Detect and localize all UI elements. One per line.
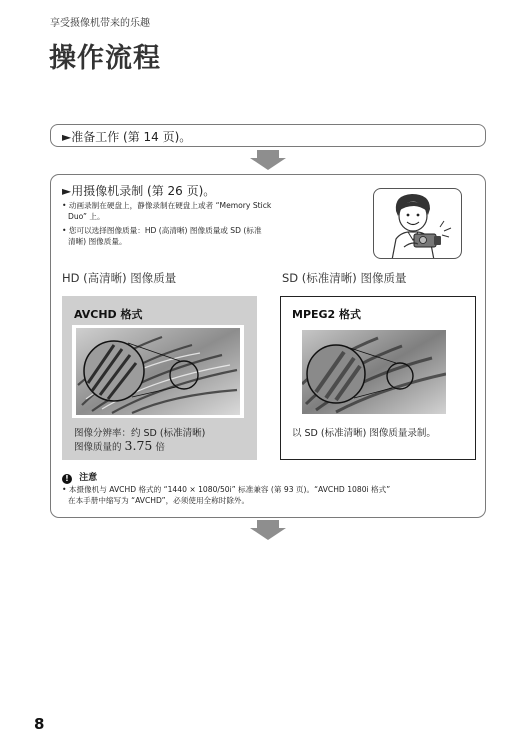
hd-desc-line2 xyxy=(74,440,205,454)
page-number: 8 xyxy=(34,715,45,733)
hd-sample-photo xyxy=(72,325,244,418)
page-title: 操作流程 xyxy=(49,43,161,74)
down-arrow-icon xyxy=(250,528,286,540)
hd-desc-suffix: 倍 xyxy=(152,442,165,453)
note-line: • 本摄像机与 AVCHD 格式的 “1440 × 1080/50i” 标准兼容 (第 93 页)。“AVCHD 1080i 格式” xyxy=(62,485,391,494)
sd-panel-title: MPEG2 格式 xyxy=(292,308,362,321)
step2-bullet-1 xyxy=(62,200,271,222)
sd-quality-heading: SD (标准清晰) 图像质量 xyxy=(282,271,407,285)
person-with-camcorder-icon xyxy=(374,189,462,259)
bullet-line: • 您可以选择图像质量：HD (高清晰) 图像质量或 SD (标准 xyxy=(62,226,262,235)
step2-title: ►用摄像机录制 (第 26 页)。 xyxy=(62,184,216,198)
note-line: 在本手册中缩写为 “AVCHD”，必须使用全称时除外。 xyxy=(68,496,250,505)
bullet-line: Duo” 上。 xyxy=(68,212,105,221)
bullet-line: 清晰) 图像质量。 xyxy=(68,237,127,246)
note-heading xyxy=(62,470,97,484)
hd-desc-multiplier: 3.75 xyxy=(124,438,153,453)
camcorder-user-illustration xyxy=(373,188,462,259)
step1-text: ►准备工作 (第 14 页)。 xyxy=(62,130,192,144)
sd-panel-description: 以 SD (标准清晰) 图像质量录制。 xyxy=(292,428,436,439)
note-icon: ! xyxy=(62,474,72,484)
flow-arrow-stem xyxy=(257,520,279,528)
hd-panel-description xyxy=(74,428,205,454)
step2-bullet-2 xyxy=(62,225,262,247)
hd-desc-line1: 图像分辨率：约 SD (标准清晰) xyxy=(74,428,206,439)
section-label: 享受摄像机带来的乐趣 xyxy=(50,18,150,29)
flow-arrow-stem xyxy=(257,150,279,158)
sd-sample-photo xyxy=(302,330,446,414)
note-title: 注意 xyxy=(79,473,98,483)
down-arrow-icon xyxy=(250,158,286,170)
hd-panel-title: AVCHD 格式 xyxy=(74,308,143,321)
hd-quality-heading: HD (高清晰) 图像质量 xyxy=(62,271,177,285)
note-text xyxy=(62,484,476,506)
hd-desc-prefix: 图像质量的 xyxy=(74,442,125,453)
bullet-line: • 动画录制在硬盘上，静像录制在硬盘上或者 “Memory Stick xyxy=(62,201,272,210)
